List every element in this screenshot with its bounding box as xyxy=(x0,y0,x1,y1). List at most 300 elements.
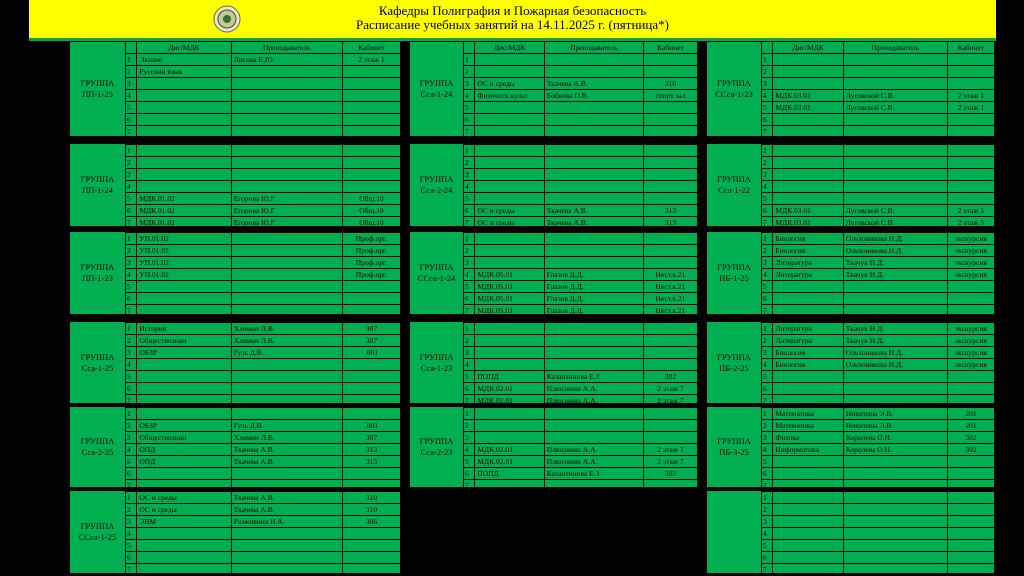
subject-cell xyxy=(773,169,843,181)
lesson-number: 2 xyxy=(125,245,137,257)
group-schedule-block xyxy=(69,321,401,404)
lesson-number: 7 xyxy=(125,395,137,407)
table-row xyxy=(125,408,400,420)
subject-cell: ОС и среды xyxy=(475,205,544,217)
table-header-row xyxy=(125,42,400,54)
subject-cell xyxy=(475,347,544,359)
room-cell: 2 этаж 5 xyxy=(947,205,994,217)
lesson-number: 6 xyxy=(761,552,773,564)
room-cell: 201 xyxy=(947,420,994,432)
subject-cell xyxy=(773,281,843,293)
subject-cell: МДК.03.01 xyxy=(773,205,843,217)
teacher-cell xyxy=(843,528,947,540)
subject-cell xyxy=(475,245,544,257)
table-row xyxy=(463,456,697,468)
teacher-cell xyxy=(843,157,947,169)
table-row xyxy=(125,66,400,78)
table-row xyxy=(761,504,994,516)
teacher-cell xyxy=(231,293,342,305)
subject-cell xyxy=(137,305,231,317)
table-row xyxy=(761,383,994,395)
teacher-cell: Ткачева А.В. xyxy=(231,504,342,516)
teacher-cell: Ткачук Н.Д. xyxy=(843,335,947,347)
subject-cell xyxy=(137,383,231,395)
teacher-cell xyxy=(843,371,947,383)
room-cell xyxy=(342,90,400,102)
subject-cell xyxy=(475,114,544,126)
group-code: Сса-1-24 xyxy=(420,89,453,99)
header-subject: Дис/МДК xyxy=(773,42,843,54)
subject-cell: ПОПД xyxy=(475,468,544,480)
room-cell xyxy=(947,540,994,552)
room-cell: 302 xyxy=(947,432,994,444)
subject-cell: МДК.02.01 xyxy=(475,383,544,395)
table-row xyxy=(125,193,400,205)
subject-cell: МДК.05.01 xyxy=(475,281,544,293)
subject-cell xyxy=(475,169,544,181)
teacher-cell xyxy=(544,145,643,157)
table-row xyxy=(463,181,697,193)
table-row xyxy=(463,323,697,335)
group-schedule-block xyxy=(706,231,995,315)
lesson-number: 3 xyxy=(125,516,137,528)
lesson-number: 4 xyxy=(761,269,773,281)
table-row xyxy=(761,217,994,229)
table-row xyxy=(463,66,697,78)
group-code: ПП-1-24 xyxy=(82,185,113,195)
lesson-number: 2 xyxy=(761,504,773,516)
table-row xyxy=(761,169,994,181)
room-cell xyxy=(947,66,994,78)
teacher-cell: Ткачева А.В. xyxy=(231,444,342,456)
teacher-cell xyxy=(544,169,643,181)
table-row xyxy=(463,383,697,395)
subject-cell: Литература xyxy=(773,335,843,347)
teacher-cell xyxy=(544,54,643,66)
room-cell xyxy=(947,193,994,205)
room-cell xyxy=(643,323,697,335)
table-row xyxy=(125,456,400,468)
subject-cell xyxy=(773,492,843,504)
lesson-number: 6 xyxy=(125,293,137,305)
room-cell: экскурсия xyxy=(947,359,994,371)
room-cell xyxy=(342,281,400,293)
room-cell xyxy=(643,157,697,169)
group-label xyxy=(707,42,762,136)
subject-cell xyxy=(773,181,843,193)
teacher-cell: Глазов Д.Д. xyxy=(544,293,643,305)
room-cell xyxy=(643,245,697,257)
group-word: ГРУППА xyxy=(717,78,751,88)
lesson-number: 4 xyxy=(761,528,773,540)
table-row xyxy=(761,347,994,359)
group-code: Сса-2-24 xyxy=(420,185,453,195)
lesson-number: 1 xyxy=(463,54,475,66)
group-label xyxy=(707,407,762,487)
lesson-number: 5 xyxy=(463,281,475,293)
room-cell: 310 xyxy=(342,504,400,516)
table-row xyxy=(761,305,994,317)
subject-cell xyxy=(773,552,843,564)
group-label xyxy=(410,407,464,487)
lesson-number: 6 xyxy=(125,468,137,480)
teacher-cell: Плюснинн А.А. xyxy=(544,456,643,468)
subject-cell xyxy=(475,257,544,269)
table-row xyxy=(125,528,400,540)
lesson-number: 4 xyxy=(125,359,137,371)
subject-cell: Обществознан xyxy=(137,432,231,444)
subject-cell: Физическ.культ xyxy=(475,90,544,102)
lesson-number: 1 xyxy=(761,323,773,335)
department-title: Кафедры Полиграфия и Пожарная безопасность xyxy=(378,3,647,18)
group-word: ГРУППА xyxy=(80,78,115,88)
table-row xyxy=(463,335,697,347)
subject-cell: МДК.01.02 xyxy=(137,217,231,229)
lesson-number: 5 xyxy=(761,193,773,205)
subject-cell: МДК.05.01 xyxy=(475,269,544,281)
lesson-number: 1 xyxy=(125,54,137,66)
group-schedule-block xyxy=(706,143,995,227)
teacher-cell xyxy=(544,347,643,359)
room-cell xyxy=(342,528,400,540)
lesson-number: 5 xyxy=(125,193,137,205)
table-row xyxy=(761,468,994,480)
table-row xyxy=(761,245,994,257)
room-cell: 307 xyxy=(342,323,400,335)
subject-cell: Экзаме xyxy=(137,54,231,66)
teacher-cell: Никитина Э.В. xyxy=(843,420,947,432)
lesson-number: 6 xyxy=(125,552,137,564)
subject-cell xyxy=(773,564,843,576)
group-label xyxy=(410,144,464,226)
lesson-number: 7 xyxy=(761,480,773,492)
room-cell: Нест.к.21 xyxy=(643,293,697,305)
teacher-cell: Бобкова О.В. xyxy=(544,90,643,102)
teacher-cell: Казантинова Е.З xyxy=(544,468,643,480)
table-row xyxy=(125,492,400,504)
table-row xyxy=(125,432,400,444)
lesson-number: 3 xyxy=(125,347,137,359)
schedule-table xyxy=(125,144,400,229)
table-row xyxy=(125,145,400,157)
room-cell xyxy=(342,145,400,157)
group-schedule-block xyxy=(409,143,698,227)
table-row xyxy=(125,269,400,281)
teacher-cell xyxy=(843,383,947,395)
header-teacher: Преподаватель xyxy=(544,42,643,54)
room-cell: 2 этаж 7 xyxy=(643,444,697,456)
teacher-cell xyxy=(231,257,342,269)
schedule-table xyxy=(125,407,400,492)
lesson-number: 5 xyxy=(463,371,475,383)
lesson-number: 7 xyxy=(761,564,773,576)
teacher-cell xyxy=(231,269,342,281)
subject-cell: Биология xyxy=(773,233,843,245)
room-cell: 307 xyxy=(342,335,400,347)
teacher-cell xyxy=(231,395,342,407)
schedule-table xyxy=(463,42,697,138)
group-label xyxy=(410,232,464,314)
room-cell xyxy=(342,78,400,90)
lesson-number: 6 xyxy=(761,205,773,217)
teacher-cell: Луговской С.В. xyxy=(843,90,947,102)
lesson-number: 5 xyxy=(761,456,773,468)
subject-cell xyxy=(475,480,544,492)
room-cell: Проф.орг. xyxy=(342,269,400,281)
schedule-table xyxy=(463,407,697,492)
subject-cell: МДК.03.01 xyxy=(773,217,843,229)
group-word: ГРУППА xyxy=(717,436,751,446)
teacher-cell xyxy=(843,456,947,468)
room-cell xyxy=(643,181,697,193)
schedule-table xyxy=(125,491,400,576)
subject-cell xyxy=(475,54,544,66)
table-row xyxy=(463,233,697,245)
lesson-number: 3 xyxy=(463,347,475,359)
schedule-table xyxy=(463,144,697,229)
table-row xyxy=(125,323,400,335)
teacher-cell: Ткачук Н.Д. xyxy=(843,269,947,281)
group-label xyxy=(70,42,126,136)
table-row xyxy=(125,54,400,66)
teacher-cell xyxy=(231,371,342,383)
subject-cell xyxy=(475,157,544,169)
teacher-cell xyxy=(231,528,342,540)
teacher-cell xyxy=(843,78,947,90)
teacher-cell xyxy=(843,145,947,157)
subject-cell xyxy=(475,145,544,157)
lesson-number: 1 xyxy=(125,233,137,245)
lesson-number: 6 xyxy=(463,114,475,126)
subject-cell xyxy=(137,102,231,114)
lesson-number: 3 xyxy=(463,257,475,269)
subject-cell xyxy=(137,371,231,383)
room-cell: 306 xyxy=(342,516,400,528)
teacher-cell xyxy=(843,305,947,317)
room-cell xyxy=(643,145,697,157)
subject-cell xyxy=(137,359,231,371)
group-word: ГРУППА xyxy=(717,174,751,184)
lesson-number: 2 xyxy=(761,66,773,78)
table-row xyxy=(125,90,400,102)
room-cell: 310 xyxy=(342,492,400,504)
teacher-cell xyxy=(231,305,342,317)
subject-cell xyxy=(773,54,843,66)
room-cell: .001 xyxy=(342,420,400,432)
room-cell: .001 xyxy=(342,347,400,359)
teacher-cell xyxy=(231,126,342,138)
lesson-number: 4 xyxy=(463,359,475,371)
subject-cell: ОС и среды xyxy=(137,504,231,516)
room-cell xyxy=(342,305,400,317)
subject-cell: МДК.03.01 xyxy=(773,102,843,114)
teacher-cell: Ольховикова Н.Д. xyxy=(843,359,947,371)
room-cell xyxy=(947,126,994,138)
table-row xyxy=(761,420,994,432)
subject-cell xyxy=(475,181,544,193)
group-schedule-block xyxy=(69,490,401,574)
subject-cell xyxy=(137,408,231,420)
header-room: Кабинет xyxy=(342,42,400,54)
teacher-cell xyxy=(544,480,643,492)
room-cell xyxy=(643,126,697,138)
table-row xyxy=(125,359,400,371)
teacher-cell xyxy=(231,90,342,102)
room-cell: Общ.10 xyxy=(342,193,400,205)
subject-cell: УП.01.02 xyxy=(137,233,231,245)
lesson-number: 2 xyxy=(463,420,475,432)
table-header-row xyxy=(463,42,697,54)
teacher-cell: Егорова Ю.Г xyxy=(231,205,342,217)
table-row xyxy=(463,193,697,205)
lesson-number: 7 xyxy=(761,217,773,229)
teacher-cell xyxy=(843,564,947,576)
room-cell xyxy=(947,169,994,181)
group-word: ГРУППА xyxy=(80,262,115,272)
room-cell xyxy=(643,408,697,420)
subject-cell xyxy=(475,233,544,245)
subject-cell: МДК.03.01 xyxy=(773,90,843,102)
teacher-cell: Никитина Э.В. xyxy=(843,408,947,420)
table-row xyxy=(761,528,994,540)
lesson-number: 3 xyxy=(125,78,137,90)
schedule-table xyxy=(463,232,697,317)
lesson-number: 7 xyxy=(125,480,137,492)
table-row xyxy=(125,504,400,516)
lesson-number: 6 xyxy=(761,114,773,126)
lesson-number: 6 xyxy=(463,383,475,395)
table-row xyxy=(125,157,400,169)
subject-cell: ОПД xyxy=(137,444,231,456)
table-row xyxy=(761,78,994,90)
teacher-cell xyxy=(843,126,947,138)
room-cell xyxy=(342,395,400,407)
lesson-number: 7 xyxy=(125,217,137,229)
subject-cell xyxy=(773,126,843,138)
subject-cell: МДК.01.02 xyxy=(137,193,231,205)
subject-cell xyxy=(137,395,231,407)
subject-cell: МДК.01.02 xyxy=(137,205,231,217)
lesson-number: 3 xyxy=(125,169,137,181)
room-cell: 310 xyxy=(643,78,697,90)
table-row xyxy=(463,305,697,317)
schedule-date-title: Расписание учебных занятий на 14.11.2025 г. (пятница*) xyxy=(356,17,669,32)
room-cell xyxy=(342,359,400,371)
schedule-table xyxy=(761,491,994,576)
lesson-number: 3 xyxy=(761,516,773,528)
group-code: ССса-1-23 xyxy=(715,89,753,99)
teacher-cell xyxy=(544,126,643,138)
teacher-cell xyxy=(843,181,947,193)
subject-cell xyxy=(475,420,544,432)
room-cell: экскурсия xyxy=(947,245,994,257)
schedule-table xyxy=(463,322,697,407)
lesson-number: 7 xyxy=(761,305,773,317)
teacher-cell: Королева О.Н. xyxy=(843,432,947,444)
header-room: Кабинет xyxy=(947,42,994,54)
table-row xyxy=(761,281,994,293)
lesson-number: 5 xyxy=(125,281,137,293)
teacher-cell xyxy=(231,181,342,193)
group-schedule-block xyxy=(69,406,401,488)
header-cell-blank xyxy=(761,42,773,54)
group-schedule-block xyxy=(409,41,698,137)
table-row xyxy=(761,516,994,528)
subject-cell: ОС и среды xyxy=(475,217,544,229)
teacher-cell xyxy=(843,281,947,293)
table-row xyxy=(761,552,994,564)
subject-cell xyxy=(475,126,544,138)
table-row xyxy=(125,540,400,552)
teacher-cell xyxy=(231,66,342,78)
group-schedule-block xyxy=(409,406,698,488)
table-row xyxy=(761,90,994,102)
room-cell xyxy=(342,552,400,564)
room-cell: экскурсия xyxy=(947,335,994,347)
subject-cell: ОБЗР xyxy=(137,420,231,432)
group-schedule-block xyxy=(706,41,995,137)
room-cell: Проф.орг. xyxy=(342,257,400,269)
room-cell xyxy=(342,102,400,114)
room-cell xyxy=(947,281,994,293)
table-row xyxy=(125,181,400,193)
teacher-cell: Казантинова Е.З xyxy=(544,371,643,383)
subject-cell: ОС и среды xyxy=(137,492,231,504)
group-word: ГРУППА xyxy=(419,78,454,88)
room-cell: экскурсия xyxy=(947,323,994,335)
lesson-number: 4 xyxy=(463,90,475,102)
subject-cell xyxy=(137,528,231,540)
table-row xyxy=(463,408,697,420)
room-cell: 313 xyxy=(643,205,697,217)
group-word: ГРУППА xyxy=(80,436,115,446)
lesson-number: 1 xyxy=(125,145,137,157)
room-cell xyxy=(947,456,994,468)
subject-cell xyxy=(773,145,843,157)
group-code: ССса-1-25 xyxy=(78,532,117,542)
lesson-number: 2 xyxy=(463,245,475,257)
group-schedule-block xyxy=(69,231,401,315)
lesson-number: 4 xyxy=(463,269,475,281)
teacher-cell xyxy=(843,169,947,181)
teacher-cell xyxy=(843,516,947,528)
room-cell xyxy=(643,480,697,492)
teacher-cell: Плюснинн А.А. xyxy=(544,395,643,407)
group-code: ПБ-2-25 xyxy=(719,362,749,373)
lesson-number: 6 xyxy=(125,114,137,126)
table-row xyxy=(463,347,697,359)
lesson-number: 2 xyxy=(761,157,773,169)
room-cell: Нест.к.21 xyxy=(643,269,697,281)
group-label xyxy=(707,322,762,403)
room-cell xyxy=(643,335,697,347)
room-cell xyxy=(342,540,400,552)
subject-cell xyxy=(773,528,843,540)
room-cell xyxy=(947,293,994,305)
teacher-cell xyxy=(843,468,947,480)
room-cell xyxy=(947,468,994,480)
teacher-cell: Луговской С.В. xyxy=(843,217,947,229)
teacher-cell xyxy=(843,504,947,516)
room-cell xyxy=(643,233,697,245)
subject-cell: МДК.05.01 xyxy=(475,305,544,317)
table-row xyxy=(463,205,697,217)
table-row xyxy=(125,114,400,126)
lesson-number: 7 xyxy=(125,564,137,576)
table-row xyxy=(761,257,994,269)
lesson-number: 2 xyxy=(125,66,137,78)
table-row xyxy=(125,444,400,456)
